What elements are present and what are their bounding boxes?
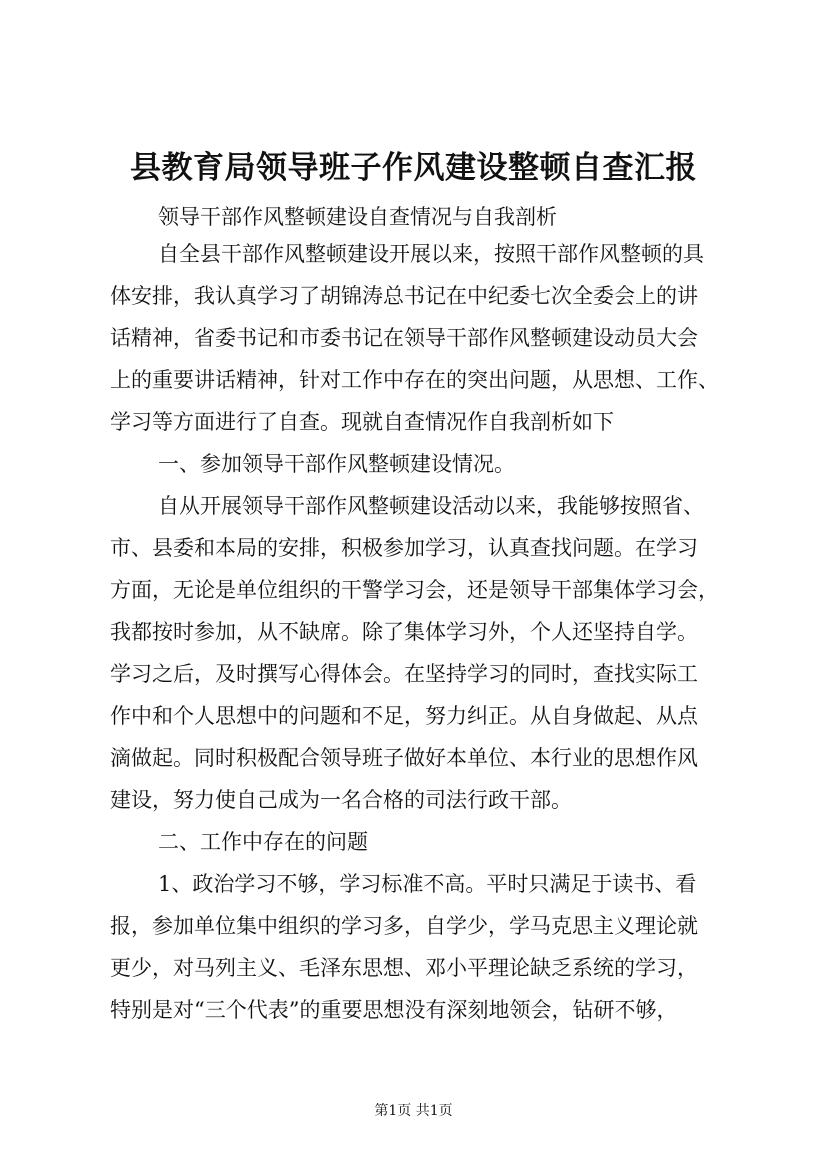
body-line: 作中和个人思想中的问题和不足，努力纠正。从自身做起、从点 xyxy=(110,704,698,728)
body-line: 自从开展领导干部作风整顿建设活动以来，我能够按照省、 xyxy=(158,494,704,518)
subtitle-line: 领导干部作风整顿建设自查情况与自我剖析 xyxy=(158,205,557,229)
body-line: 建设，努力使自己成为一名合格的司法行政干部。 xyxy=(110,788,572,812)
body-line: 话精神，省委书记和市委书记在领导干部作风整顿建设动员大会 xyxy=(110,326,698,350)
body-line: 方面，无论是单位组织的干警学习会，还是领导干部集体学习会， xyxy=(110,578,719,602)
body-line: 自全县干部作风整顿建设开展以来，按照干部作风整顿的具 xyxy=(158,242,704,266)
section-heading: 一、参加领导干部作风整顿建设情况。 xyxy=(158,452,515,476)
body-line: 学习之后，及时撰写心得体会。在坚持学习的同时，查找实际工 xyxy=(110,662,698,686)
body-line: 特别是对“三个代表”的重要思想没有深刻地领会，钻研不够， xyxy=(110,998,678,1022)
body-line: 市、县委和本局的安排，积极参加学习，认真查找问题。在学习 xyxy=(110,536,698,560)
document-title: 县教育局领导班子作风建设整顿自查汇报 xyxy=(130,150,697,186)
section-heading: 二、工作中存在的问题 xyxy=(158,830,368,854)
body-line: 报，参加单位集中组织的学习多，自学少，学马克思主义理论就 xyxy=(110,914,698,938)
body-line: 1、政治学习不够，学习标准不高。平时只满足于读书、看 xyxy=(158,872,697,896)
body-line: 我都按时参加，从不缺席。除了集体学习外，个人还坚持自学。 xyxy=(110,620,698,644)
body-line: 上的重要讲话精神，针对工作中存在的突出问题，从思想、工作、 xyxy=(110,368,719,392)
page-footer: 第1页 共1页 xyxy=(374,1103,453,1119)
body-line: 滴做起。同时积极配合领导班子做好本单位、本行业的思想作风 xyxy=(110,746,698,770)
body-line: 体安排，我认真学习了胡锦涛总书记在中纪委七次全委会上的讲 xyxy=(110,284,698,308)
body-line: 更少，对马列主义、毛泽东思想、邓小平理论缺乏系统的学习， xyxy=(110,956,698,980)
body-line: 学习等方面进行了自查。现就自查情况作自我剖析如下 xyxy=(110,410,614,434)
